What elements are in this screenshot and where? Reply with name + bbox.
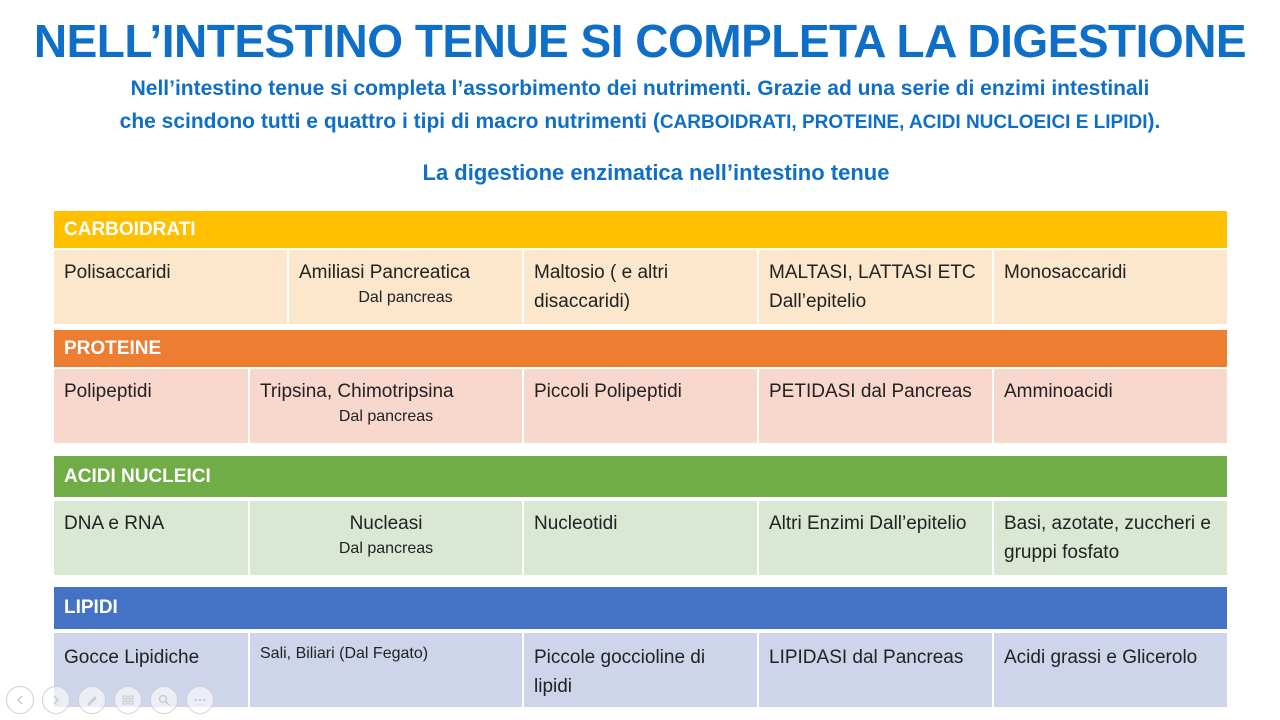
cell-product bbox=[994, 250, 1227, 324]
next-icon[interactable] bbox=[42, 686, 70, 714]
cell-text: Polipeptidi bbox=[64, 381, 152, 402]
cell-intermediate bbox=[524, 633, 757, 707]
cell-text: Acidi grassi e Glicerolo bbox=[1004, 647, 1198, 668]
cell-text: Piccole goccioline di lipidi bbox=[534, 647, 706, 697]
intro-line-2 bbox=[0, 105, 1280, 139]
page-title: NELL’INTESTINO TENUE SI COMPLETA LA DIGESTIONE bbox=[33, 15, 1247, 67]
cell-text: Sali, Biliari (Dal Fegato) bbox=[260, 645, 429, 662]
cell-substrate bbox=[54, 369, 248, 443]
cell-product bbox=[994, 633, 1227, 707]
intro-line-1: Nell’intestino tenue si completa l’assorbimento dei nutrimenti. Grazie ad una serie di enzimi intestinali bbox=[130, 77, 1150, 100]
more-icon[interactable] bbox=[186, 686, 214, 714]
cell-intermediate bbox=[524, 369, 757, 443]
section-header-lipidi: LIPIDI bbox=[54, 587, 1227, 629]
cell-text: LIPIDASI dal Pancreas bbox=[769, 647, 964, 668]
cell-text: Amiliasi Pancreatica bbox=[299, 262, 471, 283]
cell-text: Polisaccaridi bbox=[64, 262, 171, 283]
cell-enzyme bbox=[250, 633, 522, 707]
cell-text: Nucleotidi bbox=[534, 513, 618, 534]
zoom-icon[interactable] bbox=[150, 686, 178, 714]
section-lipidi bbox=[54, 587, 1227, 707]
cell-enzyme-2 bbox=[759, 250, 992, 324]
cell-product bbox=[994, 501, 1227, 575]
cell-enzyme bbox=[250, 369, 522, 443]
cell-source: Dal pancreas bbox=[338, 540, 434, 557]
cell-intermediate bbox=[524, 250, 757, 324]
cell-text: Gocce Lipidiche bbox=[64, 647, 200, 668]
cell-enzyme-2 bbox=[759, 369, 992, 443]
cell-substrate bbox=[54, 250, 287, 324]
table-row bbox=[54, 633, 1227, 707]
section-header-acidi-nucleici: ACIDI NUCLEICI bbox=[54, 456, 1227, 497]
cell-text: Nucleasi bbox=[349, 513, 423, 534]
cell-text: DNA e RNA bbox=[64, 513, 165, 534]
cell-text: Amminoacidi bbox=[1004, 381, 1113, 402]
cell-text: Monosaccaridi bbox=[1004, 262, 1127, 283]
cell-source: Dal pancreas bbox=[338, 408, 434, 425]
pen-icon[interactable] bbox=[78, 686, 106, 714]
table-row bbox=[54, 501, 1227, 575]
cell-text: Maltosio ( e altri disaccaridi) bbox=[534, 262, 669, 312]
cell-source: Dal pancreas bbox=[358, 289, 453, 306]
cell-substrate bbox=[54, 501, 248, 575]
cell-enzyme bbox=[289, 250, 522, 324]
cell-text: Altri Enzimi Dall’epitelio bbox=[769, 513, 967, 534]
intro-text bbox=[0, 72, 1280, 139]
cell-enzyme-2 bbox=[759, 501, 992, 575]
intro-macronutrients: CARBOIDRATI, PROTEINE, ACIDI NUCLOEICI E LIPIDI bbox=[659, 112, 1148, 133]
cell-enzyme-2 bbox=[759, 633, 992, 707]
section-header-proteine: PROTEINE bbox=[54, 330, 1227, 367]
intro-line-2-start: che scindono tutti e quattro i tipi di macro nutrimenti ( bbox=[119, 110, 660, 133]
table-row bbox=[54, 250, 1227, 324]
cell-intermediate bbox=[524, 501, 757, 575]
section-acidi-nucleici bbox=[54, 456, 1227, 575]
cell-enzyme bbox=[250, 501, 522, 575]
table-row bbox=[54, 369, 1227, 443]
intro-line-2-end: ). bbox=[1147, 110, 1161, 133]
slideshow-controls bbox=[6, 686, 214, 714]
cell-text: Piccoli Polipeptidi bbox=[534, 381, 682, 402]
table-subtitle: La digestione enzimatica nell’intestino tenue bbox=[422, 160, 890, 185]
cell-product bbox=[994, 369, 1227, 443]
cell-text: Tripsina, Chimotripsina bbox=[260, 381, 454, 402]
slides-icon[interactable] bbox=[114, 686, 142, 714]
section-carboidrati bbox=[54, 211, 1227, 324]
cell-text: MALTASI, LATTASI ETC Dall’epitelio bbox=[769, 262, 976, 312]
section-proteine bbox=[54, 330, 1227, 443]
section-header-carboidrati: CARBOIDRATI bbox=[54, 211, 1227, 248]
prev-icon[interactable] bbox=[6, 686, 34, 714]
cell-text: PETIDASI dal Pancreas bbox=[769, 381, 972, 402]
cell-text: Basi, azotate, zuccheri e gruppi fosfato bbox=[1004, 513, 1211, 563]
